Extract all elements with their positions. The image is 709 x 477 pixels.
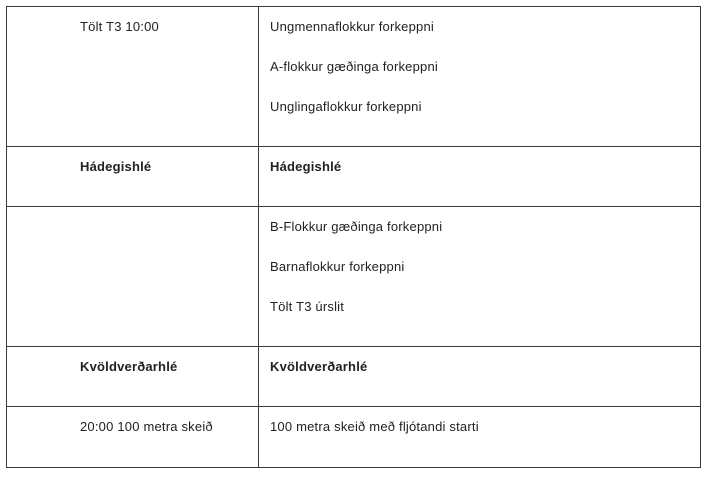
event-cell [259, 7, 701, 147]
event-label: 100 metra skeið með fljótandi starti [270, 419, 479, 434]
event-label: Ungmennaflokkur forkeppni [270, 19, 434, 34]
event-label: A-flokkur gæðinga forkeppni [270, 59, 438, 74]
event-cell [259, 407, 701, 468]
break-label: Hádegishlé [270, 159, 342, 174]
time-cell [7, 207, 259, 347]
break-label: Hádegishlé [80, 159, 152, 174]
event-label: Tölt T3 úrslit [270, 299, 345, 314]
event-cell [259, 207, 701, 347]
time-cell [7, 347, 259, 407]
break-label: Kvöldverðarhlé [80, 359, 178, 374]
event-label: Barnaflokkur forkeppni [270, 259, 405, 274]
event-label: Unglingaflokkur forkeppni [270, 99, 422, 114]
table-row [7, 7, 701, 147]
event-cell [259, 147, 701, 207]
time-cell [7, 407, 259, 468]
time-label: 20:00 100 metra skeið [80, 419, 213, 434]
table-row [7, 147, 701, 207]
break-label: Kvöldverðarhlé [270, 359, 368, 374]
time-cell [7, 7, 259, 147]
event-cell [259, 347, 701, 407]
time-cell [7, 147, 259, 207]
event-label: B-Flokkur gæðinga forkeppni [270, 219, 443, 234]
table-row [7, 207, 701, 347]
table-row [7, 407, 701, 468]
time-label: Tölt T3 10:00 [80, 19, 159, 34]
table-row [7, 347, 701, 407]
schedule-table [6, 6, 701, 468]
